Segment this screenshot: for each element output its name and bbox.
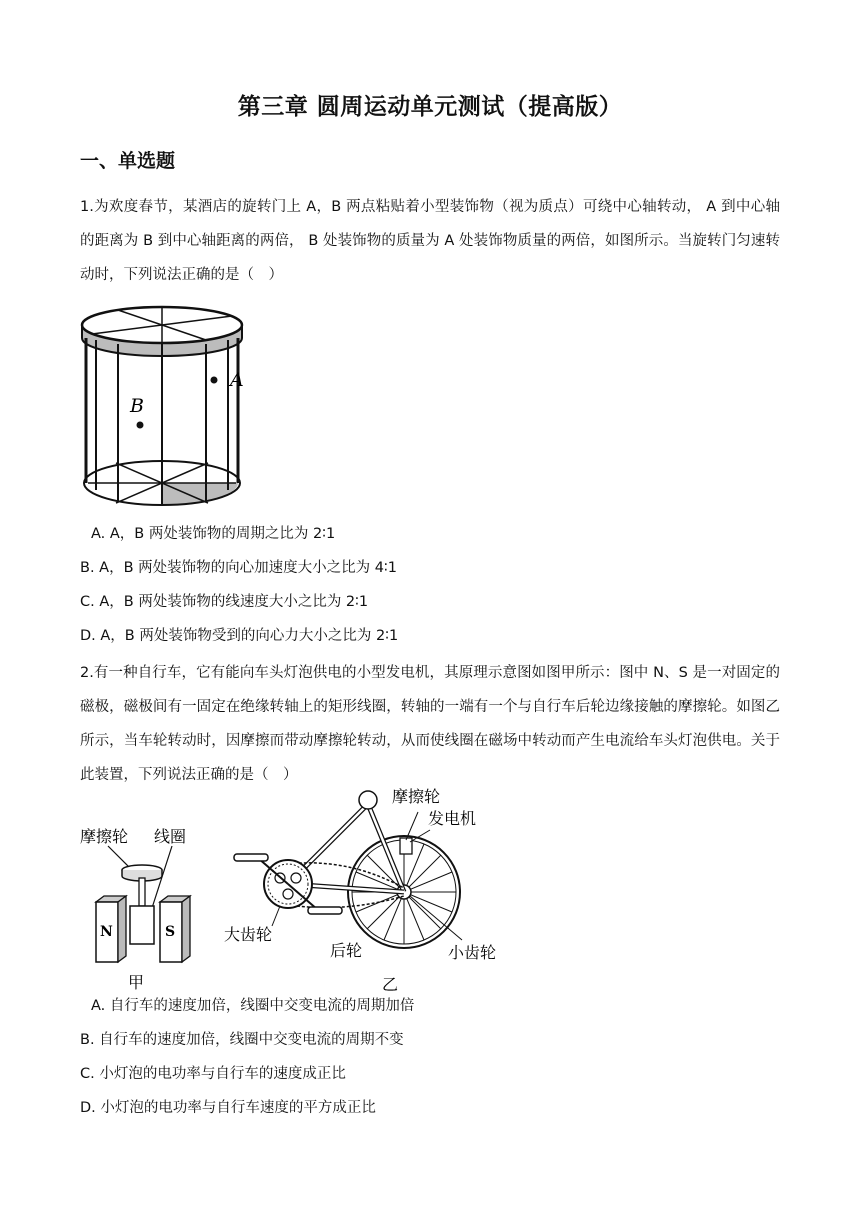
q2-option-a[interactable]: A. 自行车的速度加倍，线圈中交变电流的周期加倍 bbox=[91, 998, 415, 1014]
question-1-text: 1.为欢度春节，某酒店的旋转门上 A，B 两点粘贴着小型装饰物（视为质点）可绕中心轴转动， A 到中心轴的距离为 B 到中心轴距离的两倍， B 处装饰物的质量为 A 处装饰物质量的两倍，如图所示。当旋转门匀速转动时，下列说法正确的是（ ） bbox=[80, 199, 780, 283]
generator-diagram-jia bbox=[78, 820, 208, 992]
q2-option-d[interactable]: D. 小灯泡的电功率与自行车速度的平方成正比 bbox=[80, 1100, 376, 1116]
svg-text:发电机: 发电机 bbox=[428, 809, 477, 828]
section-heading: 一、单选题 bbox=[80, 150, 176, 172]
page-title: 第三章 圆周运动单元测试（提高版） bbox=[237, 94, 623, 120]
svg-text:乙: 乙 bbox=[382, 975, 399, 994]
svg-text:甲: 甲 bbox=[128, 973, 145, 992]
svg-text:大齿轮: 大齿轮 bbox=[224, 925, 273, 944]
q1-option-a[interactable]: A. A，B 两处装饰物的周期之比为 2∶1 bbox=[91, 526, 336, 542]
q2-option-c[interactable]: C. 小灯泡的电功率与自行车的速度成正比 bbox=[80, 1066, 346, 1082]
q1-option-c[interactable]: C. A，B 两处装饰物的线速度大小之比为 2∶1 bbox=[80, 594, 369, 610]
q2-option-b[interactable]: B. 自行车的速度加倍，线圈中交变电流的周期不变 bbox=[80, 1032, 404, 1048]
q1-option-d[interactable]: D. A，B 两处装饰物受到的向心力大小之比为 2∶1 bbox=[80, 628, 399, 644]
bicycle-diagram-yi bbox=[222, 784, 512, 994]
question-2-text: 2.有一种自行车，它有能向车头灯泡供电的小型发电机，其原理示意图如图甲所示：图中 N、S 是一对固定的磁极，磁极间有一固定在绝缘转轴上的矩形线圈，转轴的一端有一个与自行车后轮边缘接触的摩擦轮。如图乙所示，当车轮转动时，因摩擦而带动摩擦轮转动，从而使线圈在磁场中转动而产生电流给车头灯泡供电。关于此装置，下列说法正确的是（ ） bbox=[80, 665, 780, 783]
svg-text:后轮: 后轮 bbox=[330, 941, 363, 960]
q1-option-b[interactable]: B. A，B 两处装饰物的向心加速度大小之比为 4∶1 bbox=[80, 560, 397, 576]
svg-text:小齿轮: 小齿轮 bbox=[448, 943, 497, 962]
svg-text:B: B bbox=[130, 395, 144, 417]
svg-text:N: N bbox=[100, 924, 113, 940]
revolving-door-figure bbox=[78, 300, 246, 510]
svg-text:线圈: 线圈 bbox=[154, 827, 187, 846]
svg-text:S: S bbox=[165, 924, 176, 940]
svg-text:摩擦轮: 摩擦轮 bbox=[80, 827, 129, 846]
svg-text:摩擦轮: 摩擦轮 bbox=[392, 787, 441, 806]
svg-text:A: A bbox=[230, 369, 244, 391]
